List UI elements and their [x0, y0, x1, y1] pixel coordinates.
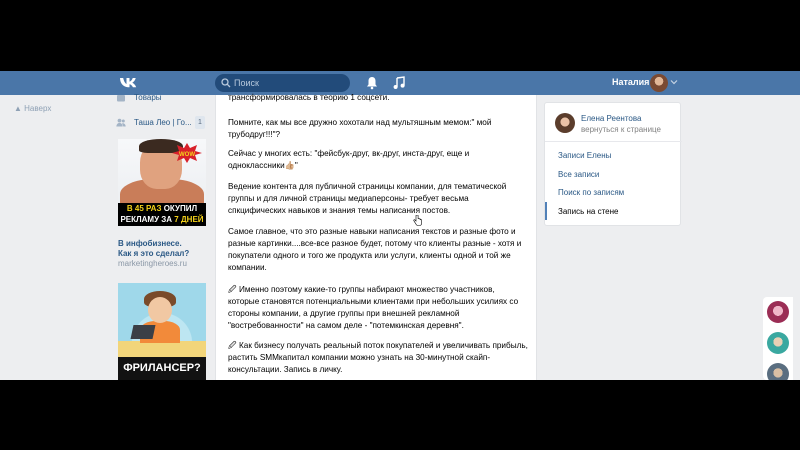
back-to-page-link[interactable]: вернуться к странице: [581, 125, 661, 134]
post-paragraph: Самое главное, что это разные навыки написания текстов и разные фото и разные картинки....все-все разное будет, потому что клиенты разные - хотя и покупатели одного и того же продукта или услуги, клиенты одной и той же компании.: [228, 227, 522, 272]
ad-caption-line1[interactable]: В инфобизнесе.: [118, 239, 182, 248]
menu-item-label: Запись на стене: [558, 207, 619, 216]
post-paragraph: 🖉 Именно поэтому какие-то группы набирают множество участников, которые становятся потенциальными клиентами при небольших усилиях со стороны компании, а другие группы при внешней рекламной "востребованности" на самом деле - "потемкинская деревня".: [228, 285, 519, 330]
wow-sticker-icon: [172, 143, 202, 163]
chat-avatar[interactable]: [767, 332, 789, 354]
post-paragraph: трансформировалась в теорию 1 соцсети.: [228, 93, 390, 102]
menu-item-all-posts[interactable]: [545, 165, 682, 183]
ad-headline-1-rest: ОКУПИЛ: [163, 204, 198, 213]
vk-page: [0, 71, 800, 380]
owner-avatar[interactable]: [555, 113, 575, 133]
ad-banner-infobusiness[interactable]: [118, 139, 206, 226]
sidebar-item-label: Таша Лео | Го...: [134, 118, 192, 127]
ad-headline-2-highlight: 7 ДНЕЙ: [174, 215, 204, 224]
menu-item-label: Записи Елены: [558, 151, 612, 160]
shopping-bag-icon: [116, 93, 126, 102]
search-input[interactable]: [234, 74, 344, 92]
wall-post: [215, 95, 537, 380]
menu-item-label: Поиск по записям: [558, 188, 625, 197]
wall-navigation-card: [544, 102, 681, 226]
ad-caption-line2[interactable]: Как я это сделал?: [118, 249, 190, 258]
search-icon: [221, 78, 231, 88]
ad-person-face: [148, 297, 172, 323]
users-icon: [116, 118, 126, 127]
menu-item-search-posts[interactable]: [545, 183, 682, 201]
ad-site-link[interactable]: marketingheroes.ru: [118, 259, 187, 268]
chat-avatar[interactable]: [767, 301, 789, 323]
ad-headline-1: [118, 203, 206, 214]
hand-cursor-icon: [413, 215, 422, 226]
counter-badge: 1: [195, 116, 205, 129]
menu-item-wall-post[interactable]: [545, 202, 682, 220]
post-paragraph: 🖉 Как бизнесу получать реальный поток покупателей и увеличивать прибыль, растить SMMкапитал компании можно узнать на 30-минутной скайп-консультации. Запись в личку.: [228, 341, 528, 374]
chat-strip: [763, 297, 793, 380]
active-indicator: [545, 202, 547, 220]
owner-name-link[interactable]: Елена Реентова: [581, 114, 642, 123]
ad-sand: [118, 341, 206, 357]
user-name[interactable]: Наталия: [612, 77, 650, 87]
search-box[interactable]: [215, 74, 350, 92]
back-to-top-link[interactable]: ▲ Наверх: [14, 104, 52, 113]
post-paragraph: Помните, как мы все дружно хохотали над мультяшным мемом:" мой трубодруг!!!"?: [228, 118, 492, 139]
ad-headline-2-start: РЕКЛАМУ ЗА: [120, 215, 173, 224]
user-avatar[interactable]: [650, 74, 668, 92]
music-icon[interactable]: [393, 76, 405, 90]
ad-banner-freelancer[interactable]: [118, 283, 206, 380]
menu-item-owner-posts[interactable]: [545, 146, 682, 164]
bell-icon[interactable]: [366, 76, 378, 90]
post-paragraph: Сейчас у многих есть: "фейсбук-друг, вк-друг, инста-друг, еще и одноклассники👍🏼": [228, 149, 470, 170]
chevron-down-icon[interactable]: [670, 79, 678, 85]
laptop-icon: [131, 325, 156, 339]
ad-headline-2: [118, 214, 206, 226]
wow-label: WOW: [179, 152, 195, 158]
divider: [545, 141, 682, 142]
post-paragraph: Ведение контента для публичной страницы компании, для тематической группы и для личной страницы медиаперсоны- требует весьма спкцифических навыков и знания темы написания постов.: [228, 182, 507, 215]
ad-headline-1-highlight: В 45 РАЗ: [126, 204, 162, 213]
chat-avatar[interactable]: [767, 363, 789, 380]
menu-item-label: Все записи: [558, 170, 600, 179]
vk-logo-icon[interactable]: [119, 76, 139, 90]
ad-freelancer-title: ФРИЛАНСЕР?: [118, 357, 206, 380]
sidebar-item-group[interactable]: [115, 115, 207, 131]
sidebar-item-label: Товары: [134, 93, 162, 102]
sidebar-item-goods[interactable]: [115, 90, 207, 106]
